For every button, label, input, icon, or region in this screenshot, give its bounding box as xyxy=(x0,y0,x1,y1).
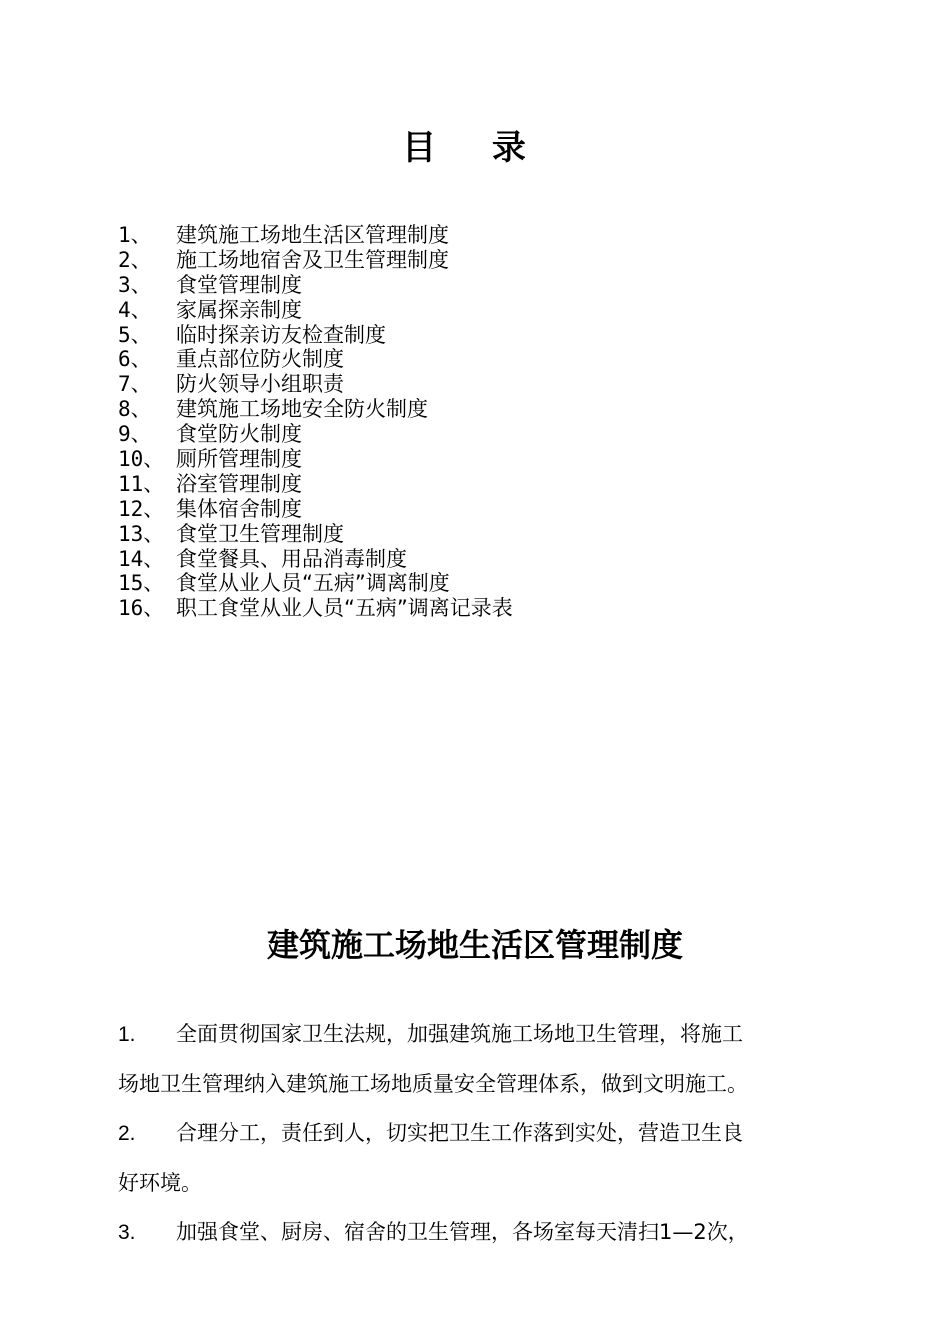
toc-item-text: 食堂餐具、用品消毒制度 xyxy=(176,546,407,571)
toc-item xyxy=(118,397,513,422)
toc-item xyxy=(118,497,513,522)
toc-item xyxy=(118,547,513,572)
section-title: 建筑施工场地生活区管理制度 xyxy=(266,926,683,964)
toc-item xyxy=(118,447,513,472)
toc-item-number: 11、 xyxy=(118,471,165,496)
toc-list xyxy=(118,223,513,621)
toc-item-number: 5、 xyxy=(118,322,152,347)
toc-item-number: 14、 xyxy=(118,546,165,571)
toc-item xyxy=(118,223,513,248)
paragraph-first-line xyxy=(118,1010,838,1060)
toc-item-text: 施工场地宿舍及卫生管理制度 xyxy=(176,247,449,272)
toc-item-number: 13、 xyxy=(118,521,165,546)
toc-item-number: 15、 xyxy=(118,571,165,596)
toc-item-text: 职工食堂从业人员“五病”调离记录表 xyxy=(176,596,513,621)
toc-item-number: 2、 xyxy=(118,247,152,272)
toc-item-text: 建筑施工场地生活区管理制度 xyxy=(176,223,449,247)
toc-item-text: 浴室管理制度 xyxy=(176,471,302,496)
toc-item-text: 集体宿舍制度 xyxy=(176,496,302,521)
paragraph xyxy=(118,1208,838,1258)
paragraph-text: 合理分工，责任到人，切实把卫生工作落到实处，营造卫生良 xyxy=(176,1121,743,1145)
toc-item xyxy=(118,571,513,596)
toc-item-number: 7、 xyxy=(118,372,152,397)
paragraph-number: 1. xyxy=(118,1023,136,1046)
toc-item xyxy=(118,347,513,372)
toc-item-text: 食堂管理制度 xyxy=(176,272,302,297)
toc-item-text: 食堂卫生管理制度 xyxy=(176,521,344,546)
toc-item-number: 3、 xyxy=(118,272,152,297)
toc-item-text: 临时探亲访友检查制度 xyxy=(176,322,386,347)
toc-item-text: 建筑施工场地安全防火制度 xyxy=(176,397,428,422)
toc-item-number: 6、 xyxy=(118,347,152,372)
toc-item-text: 厕所管理制度 xyxy=(176,447,302,472)
toc-item-text: 重点部位防火制度 xyxy=(176,347,344,372)
paragraph-first-line xyxy=(118,1208,838,1258)
paragraph-continuation: 好环境。 xyxy=(118,1170,202,1195)
paragraph-first-line xyxy=(118,1109,838,1159)
paragraph xyxy=(118,1109,838,1208)
paragraph-number: 2. xyxy=(118,1122,136,1145)
toc-item xyxy=(118,273,513,298)
toc-item xyxy=(118,323,513,348)
toc-item-number: 10、 xyxy=(118,447,165,472)
toc-item-number: 1、 xyxy=(118,223,152,247)
toc-item-number: 12、 xyxy=(118,496,165,521)
toc-item-number: 16、 xyxy=(118,596,165,621)
toc-item xyxy=(118,248,513,273)
toc-item xyxy=(118,422,513,447)
section-body xyxy=(118,1010,838,1258)
toc-item-number: 9、 xyxy=(118,422,152,447)
toc-item-text: 食堂从业人员“五病”调离制度 xyxy=(176,571,450,596)
paragraph-text: 加强食堂、厨房、宿舍的卫生管理，各场室每天清扫1—2次， xyxy=(176,1220,749,1244)
toc-item-number: 8、 xyxy=(118,397,152,422)
toc-item xyxy=(118,372,513,397)
toc-item xyxy=(118,472,513,497)
paragraph-number: 3. xyxy=(118,1221,136,1244)
paragraph-text: 全面贯彻国家卫生法规，加强建筑施工场地卫生管理，将施工 xyxy=(176,1022,743,1046)
toc-item xyxy=(118,596,513,621)
paragraph xyxy=(118,1010,838,1109)
toc-item xyxy=(118,298,513,323)
toc-item-text: 家属探亲制度 xyxy=(176,297,302,322)
toc-title: 目 录 xyxy=(402,128,548,168)
toc-item-text: 防火领导小组职责 xyxy=(176,372,344,397)
toc-item xyxy=(118,522,513,547)
toc-item-number: 4、 xyxy=(118,297,152,322)
paragraph-continuation: 场地卫生管理纳入建筑施工场地质量安全管理体系，做到文明施工。 xyxy=(118,1071,748,1096)
toc-item-text: 食堂防火制度 xyxy=(176,422,302,447)
